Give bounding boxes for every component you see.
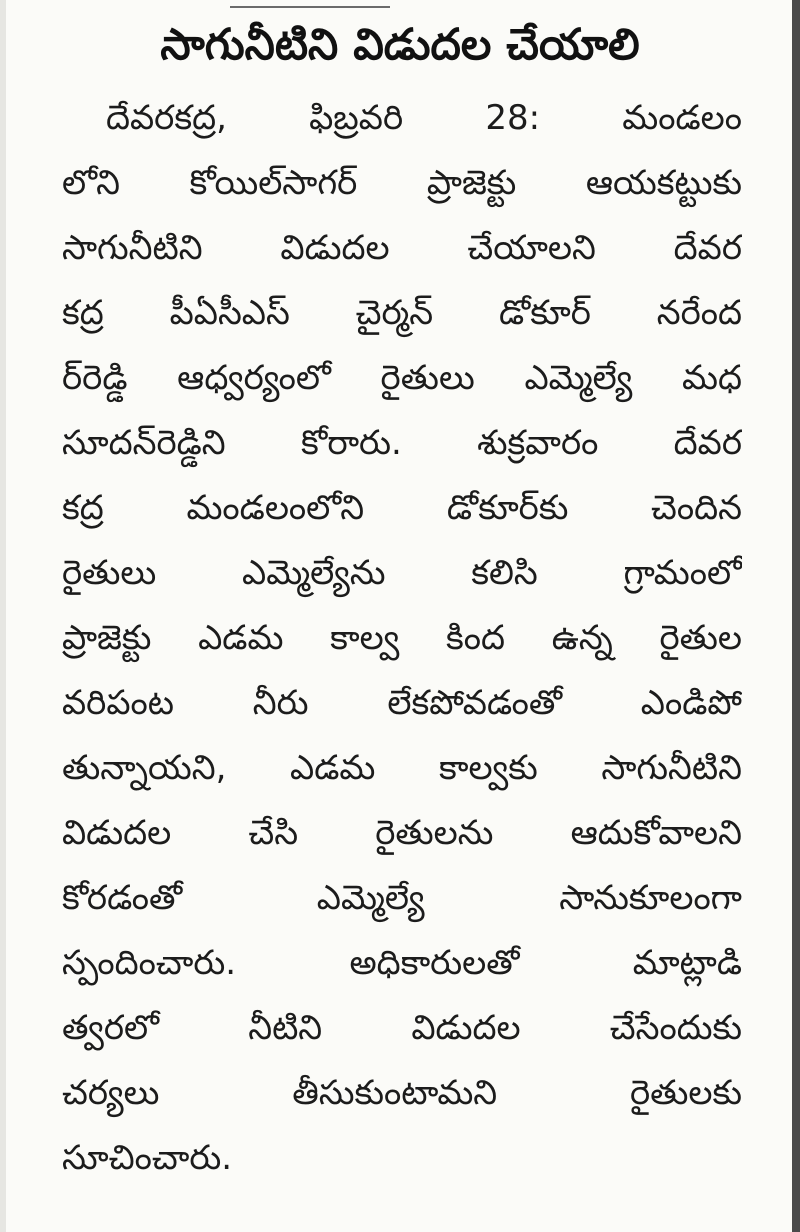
article-line: లోని కోయిల్‌సాగర్ ప్రాజెక్టు ఆయకట్టుకు bbox=[62, 163, 742, 203]
article-line: విడుదల చేసి రైతులను ఆదుకోవాలని bbox=[62, 813, 742, 853]
article-line: వరిపంట నీరు లేకపోవడంతో ఎండిపో bbox=[62, 683, 742, 723]
article-line: కద్ర పీఏసీఎస్ చైర్మన్ డోకూర్ నరేంద bbox=[62, 293, 742, 333]
article-line: కోరడంతో ఎమ్మెల్యే సానుకూలంగా bbox=[62, 878, 742, 918]
article-body bbox=[62, 86, 742, 1191]
article-line: చర్యలు తీసుకుంటామని రైతులకు bbox=[62, 1073, 742, 1113]
top-rule bbox=[230, 0, 390, 8]
headline: సాగునీటిని విడుదల చేయాలి bbox=[160, 20, 640, 70]
article-line: సూదన్‌రెడ్డిని కోరారు. శుక్రవారం దేవర bbox=[62, 423, 742, 463]
article-line: రైతులు ఎమ్మెల్యేను కలిసి గ్రామంలో bbox=[62, 553, 742, 593]
right-border bbox=[792, 0, 800, 1232]
article-line: ర్‌రెడ్డి ఆధ్వర్యంలో రైతులు ఎమ్మెల్యే మధ bbox=[62, 358, 742, 398]
article-line: తున్నాయని, ఎడమ కాల్వకు సాగునీటిని bbox=[62, 748, 742, 788]
article-line: త్వరలో నీటిని విడుదల చేసేందుకు bbox=[62, 1008, 742, 1048]
article-line: సాగునీటిని విడుదల చేయాలని దేవర bbox=[62, 228, 742, 268]
article-line: కద్ర మండలంలోని డోకూర్‌కు చెందిన bbox=[62, 488, 742, 528]
article-line: ప్రాజెక్టు ఎడమ కాల్వ కింద ఉన్న రైతుల bbox=[62, 618, 742, 658]
article-line: స్పందించారు. అధికారులతో మాట్లాడి bbox=[62, 943, 742, 983]
article-line: దేవరకద్ర, ఫిబ్రవరి 28: మండలం bbox=[106, 98, 742, 138]
article-line: సూచించారు. bbox=[62, 1138, 233, 1178]
left-border bbox=[0, 0, 6, 1232]
